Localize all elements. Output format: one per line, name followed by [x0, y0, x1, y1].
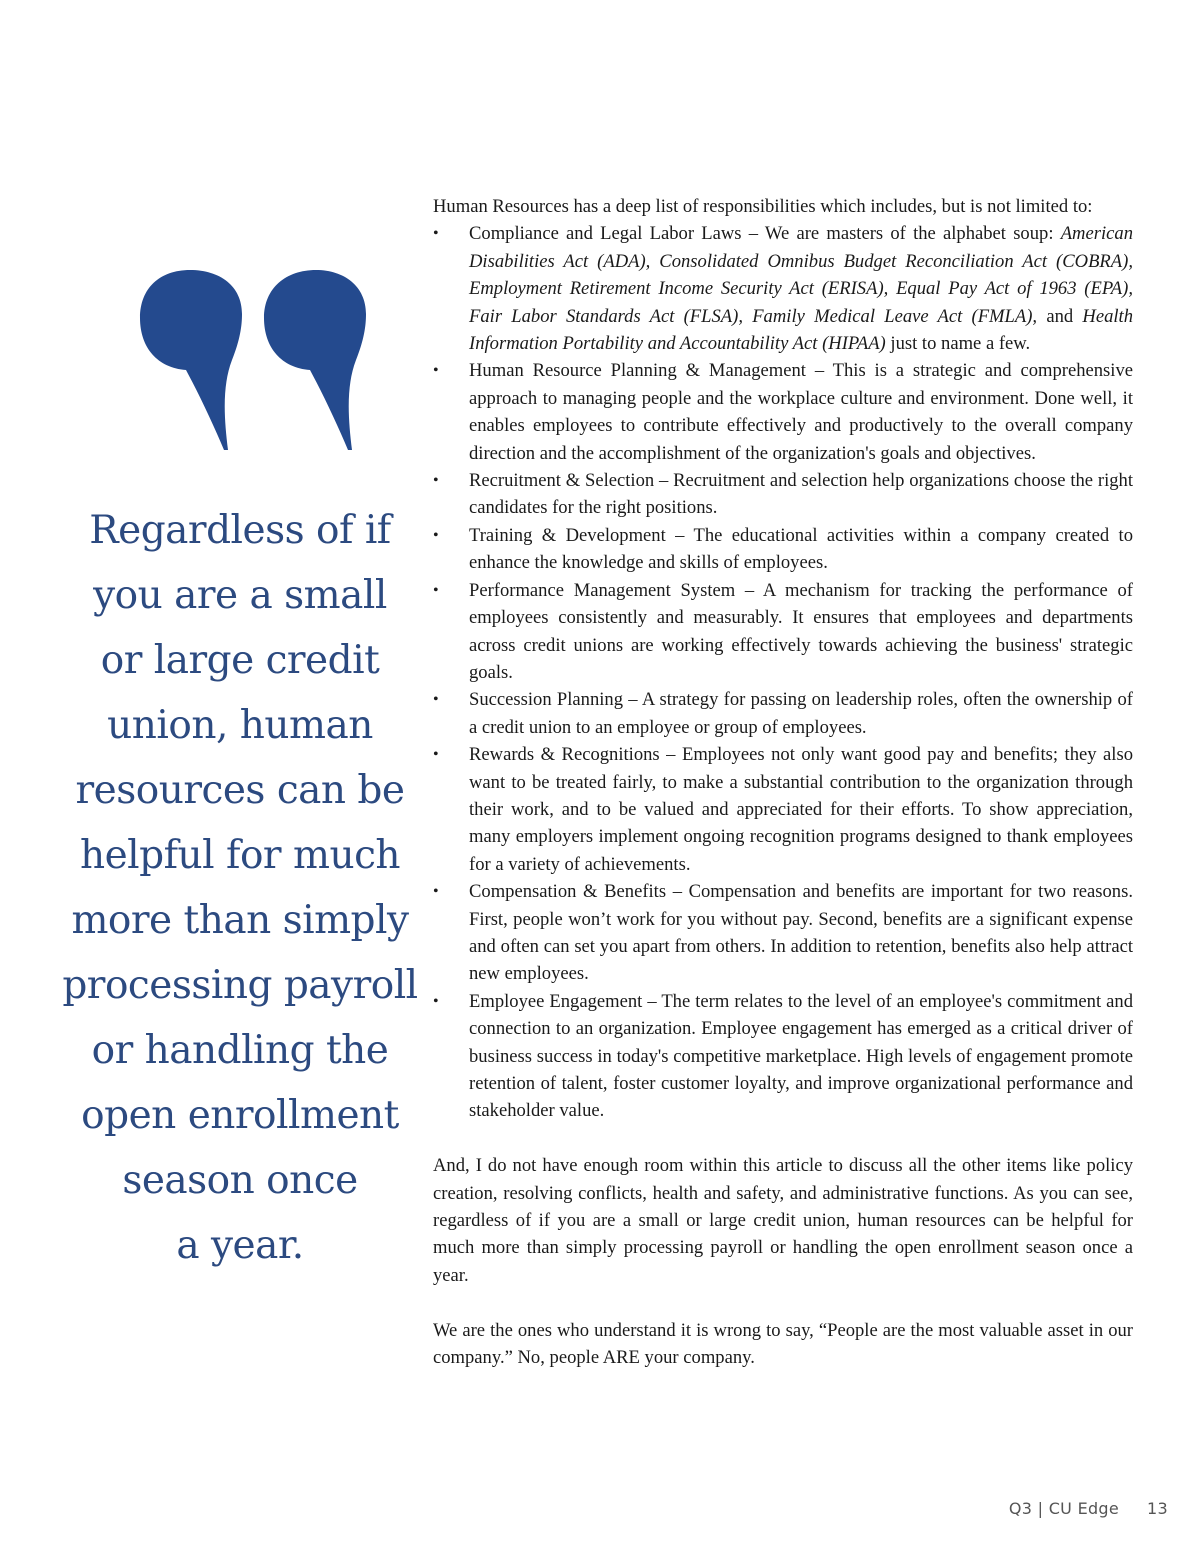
bullet-icon: •	[433, 746, 439, 764]
list-item	[433, 357, 1133, 467]
pull-quote-line: or handling the	[91, 1028, 389, 1073]
bullet-icon: •	[433, 362, 439, 380]
pull-quote-line: you are a small	[93, 573, 387, 618]
article-final-paragraph: We are the ones who understand it is wrong to say, “People are the most valuable asset in our company.” No, people ARE your company.	[433, 1319, 1133, 1369]
list-item-text: Employee Engagement – The term relates to the level of an employee's commitment and connection to an organization. Employee engagement has emerged as a critical driver of business success in today's competitive marketplace. High levels of engagement promote retention of talent, foster customer loyalty, and improve organizational performance and stakeholder value.	[469, 990, 1133, 1122]
list-item-text: Succession Planning – A strategy for passing on leadership roles, often the ownership of a credit union to an employee or group of employees.	[469, 689, 1133, 738]
bullet-icon: •	[433, 225, 439, 243]
pull-quote-line: Regardless of if	[89, 508, 391, 553]
publication-name: Q3 | CU Edge	[1008, 1499, 1120, 1518]
paragraph-spacer	[433, 1289, 1133, 1316]
list-item	[433, 467, 1133, 522]
bullet-icon: •	[433, 691, 439, 709]
pull-quote-line: a year.	[176, 1223, 304, 1268]
compliance-hipaa: Health Information Portability and Accountability Act (HIPAA)	[469, 305, 1133, 355]
quote-mark-left-glyph	[140, 270, 242, 450]
pull-quote-line: or large credit	[100, 638, 380, 683]
list-item-text: Human Resource Planning & Management – This is a strategic and comprehensive approach to managing people and the workplace culture and environment. Done well, it enables employees to contribute effectively and productively to the overall company direction and the accomplishment of the organization's goals and objectives.	[469, 360, 1133, 464]
article-body	[433, 193, 1133, 1371]
list-item	[433, 988, 1133, 1125]
pull-quote-line: helpful for much	[79, 833, 401, 878]
compliance-acts: American Disabilities Act (ADA), Consolidated Omnibus Budget Reconciliation Act (COBRA), Employment Retirement Income Security Act (ERISA), Equal Pay Act of 1963 (EPA), Fair Labor Standards Act (FLSA), Family Medical Leave Act (FMLA),	[469, 223, 1133, 327]
pull-quote-line: processing payroll	[62, 963, 418, 1008]
list-item	[433, 741, 1133, 878]
quote-mark-right-glyph	[264, 270, 366, 450]
list-item	[433, 522, 1133, 577]
list-item	[433, 577, 1133, 687]
paragraph-spacer	[433, 1125, 1133, 1152]
bullet-icon: •	[433, 883, 439, 901]
list-item-text: Compensation & Benefits – Compensation and benefits are important for two reasons. First, people won’t work for you without pay. Second, benefits are a significant expense and often can set you apart from others. In addition to retention, benefits also help attract new employees.	[469, 881, 1133, 985]
responsibilities-list	[433, 220, 1133, 1124]
list-item	[433, 878, 1133, 988]
bullet-icon: •	[433, 526, 439, 544]
pull-quote-line: union, human	[107, 703, 373, 748]
open-quote-icon	[138, 268, 370, 452]
list-item-text: Performance Management System – A mechanism for tracking the performance of employees consistently and measurably. It ensures that employees and departments across credit unions are working effectively towards achieving the business' strategic goals.	[469, 579, 1133, 683]
page-number: 13	[1147, 1499, 1168, 1518]
compliance-tail: just to name a few.	[885, 333, 1031, 355]
bullet-icon: •	[433, 581, 439, 599]
list-item-text: Training & Development – The educational activities within a company created to enhance the knowledge and skills of employees.	[469, 524, 1133, 574]
list-item	[433, 686, 1133, 741]
page-footer	[1009, 1499, 1168, 1518]
list-item-text: Rewards & Recognitions – Employees not only want good pay and benefits; they also want to be treated fairly, to make a substantial contribution to the organization through their work, and to be valued and appreciated for their efforts. To show appreciation, many employers implement ongoing recognition programs designed to thank employees for a variety of achievements.	[469, 744, 1133, 875]
article-closing-paragraph: And, I do not have enough room within this article to discuss all the other items like policy creation, resolving conflicts, health and safety, and administrative functions. As you can see, regardless of if you are a small or large credit union, human resources can be helpful for much more than simply processing payroll or handling the open enrollment season once a year.	[433, 1155, 1133, 1286]
bullet-icon: •	[433, 992, 439, 1010]
list-item-compliance	[433, 220, 1133, 357]
pull-quote-line: resources can be	[75, 768, 405, 813]
compliance-and: and	[1037, 305, 1083, 327]
pull-quote-line: more than simply	[71, 898, 409, 943]
article-intro: Human Resources has a deep list of responsibilities which includes, but is not limited to:	[433, 196, 1093, 217]
pull-quote-line: open enrollment	[81, 1093, 399, 1138]
pull-quote	[62, 498, 418, 1278]
compliance-lead: Compliance and Legal Labor Laws – We are masters of the alphabet soup:	[469, 223, 1061, 245]
bullet-icon: •	[433, 472, 439, 490]
list-item-text: Recruitment & Selection – Recruitment and selection help organizations choose the right candidates for the right positions.	[469, 470, 1133, 519]
pull-quote-line: season once	[122, 1158, 358, 1203]
